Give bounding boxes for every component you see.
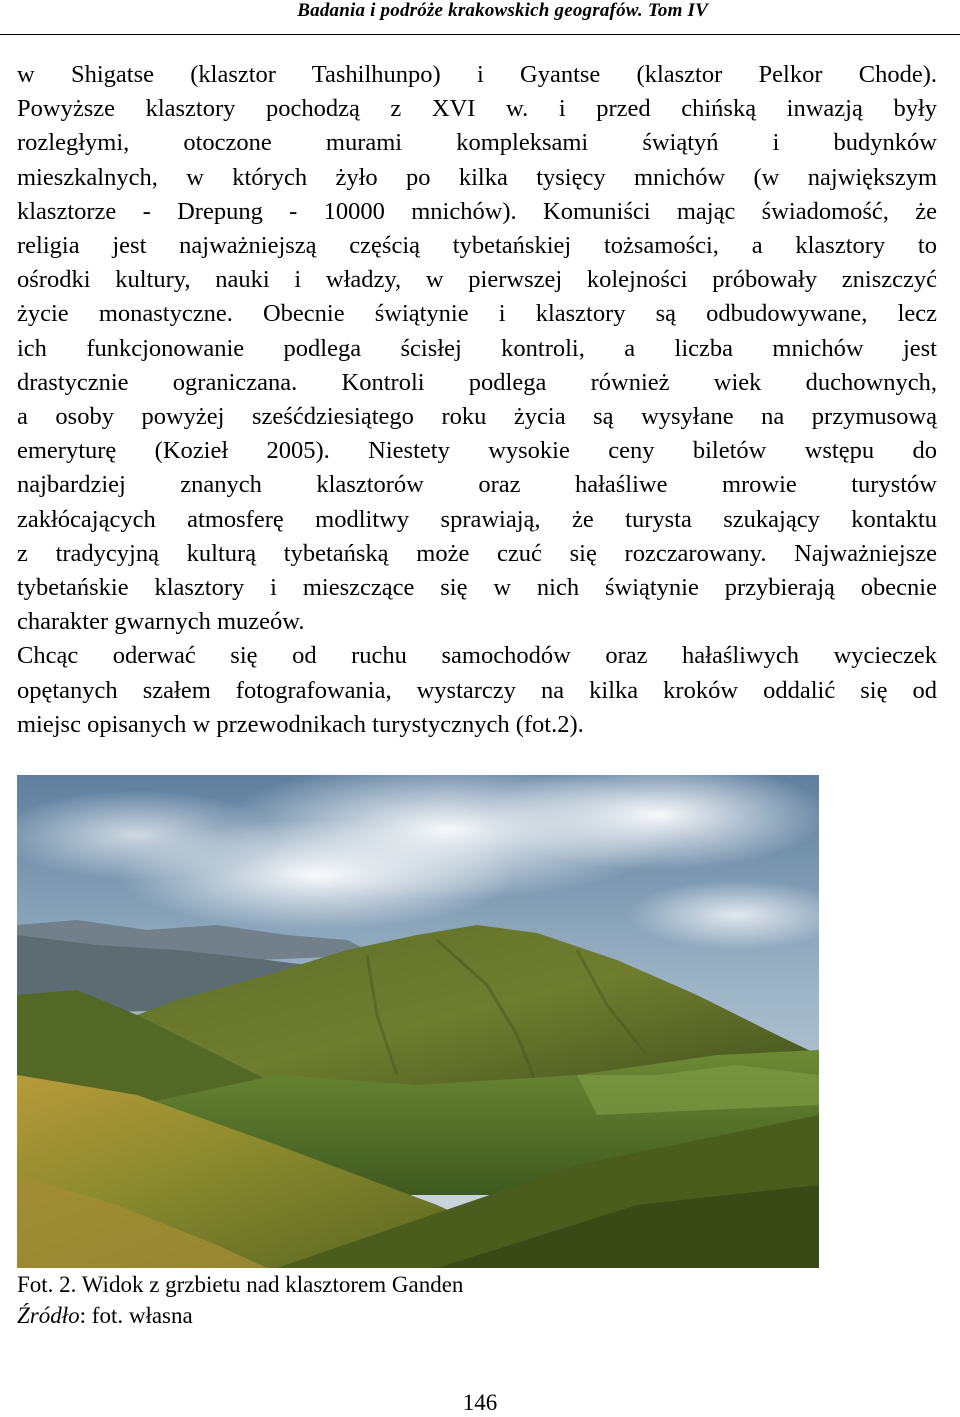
text-line: emeryturę (Kozieł 2005). Niestety wysokie ceny biletów wstępu do <box>17 437 937 465</box>
figure-caption: Fot. 2. Widok z grzbietu nad klasztorem Ganden <box>17 1272 464 1297</box>
running-header <box>0 0 960 35</box>
text-line: charakter gwarnych muzeów. <box>17 608 305 636</box>
text-line: ich funkcjonowanie podlega ścisłej kontroli, a liczba mnichów jest <box>17 334 937 362</box>
main-text <box>17 58 937 742</box>
text-line: zakłócających atmosferę modlitwy sprawiają, że turysta szukający kontaktu <box>17 505 937 533</box>
text-line: Chcąc oderwać się od ruchu samochodów oraz hałaśliwych wycieczek <box>17 642 937 670</box>
text-line: miejsc opisanych w przewodnikach turystycznych (fot.2). <box>17 710 584 738</box>
text-line: mieszkalnych, w których żyło po kilka tysięcy mnichów (w największym <box>17 163 937 191</box>
page-number: 146 <box>462 1390 498 1415</box>
text-line: religia jest najważniejszą częścią tybetańskiej tożsamości, a klasztory to <box>17 232 937 260</box>
paragraph-2 <box>17 639 937 742</box>
text-line: drastycznie ograniczana. Kontroli podlega również wiek duchownych, <box>17 368 937 396</box>
text-line: życie monastyczne. Obecnie świątynie i klasztory są odbudowywane, lecz <box>17 300 937 328</box>
text-line: opętanych szałem fotografowania, wystarczy na kilka kroków oddalić się od <box>17 676 937 704</box>
source-value: : fot. własna <box>79 1303 193 1328</box>
text-line: Powyższe klasztory pochodzą z XVI w. i przed chińską inwazją były <box>17 95 937 123</box>
paragraph-1 <box>17 58 937 639</box>
figure-source <box>17 1300 193 1331</box>
text-line: w Shigatse (klasztor Tashilhunpo) i Gyantse (klasztor Pelkor Chode). <box>17 61 937 88</box>
text-line: klasztorze - Drepung - 10000 mnichów). Komuniści mając świadomość, że <box>17 197 937 225</box>
journal-title: Badania i podróże krakowskich geografów. Tom IV <box>297 0 708 21</box>
text-line: ośrodki kultury, nauki i władzy, w pierwszej kolejności próbowały zniszczyć <box>17 266 937 294</box>
source-label: Źródło <box>17 1303 80 1328</box>
text-line: najbardziej znanych klasztorów oraz hałaśliwe mrowie turystów <box>17 471 937 499</box>
text-line: a osoby powyżej sześćdziesiątego roku życia są wysyłane na przymusową <box>17 403 937 431</box>
landscape-photo <box>17 775 819 1268</box>
text-line: tybetańskie klasztory i mieszczące się w nich świątynie przybierają obecnie <box>17 574 937 602</box>
text-line: z tradycyjną kulturą tybetańską może czuć się rozczarowany. Najważniejsze <box>17 539 937 567</box>
text-line: rozległymi, otoczone murami kompleksami świątyń i budynków <box>17 129 937 157</box>
